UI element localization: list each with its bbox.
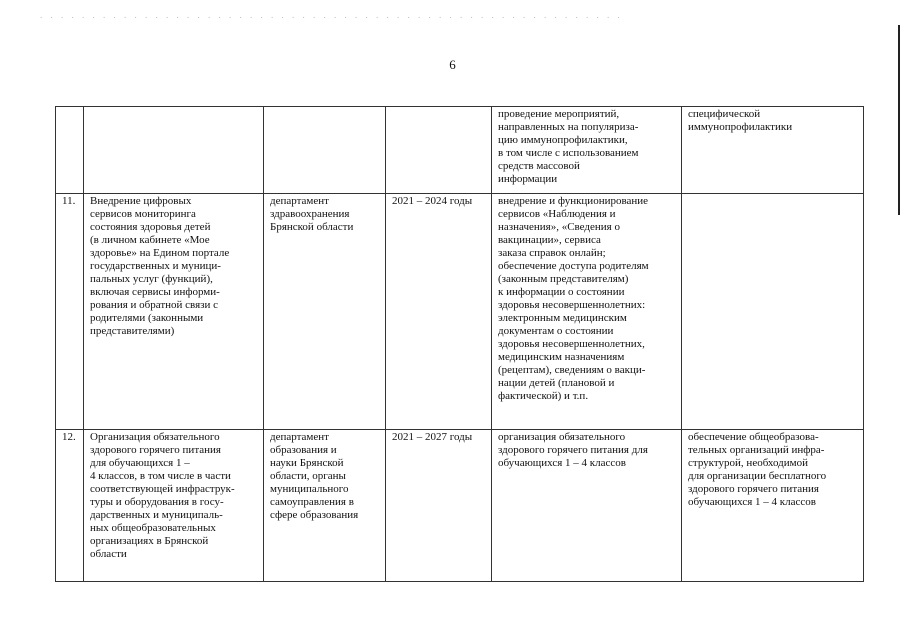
- table-row-12: [56, 430, 864, 582]
- measure-title: [84, 107, 264, 194]
- executor-cell: департамент здравоохранения Брянской области: [264, 194, 386, 430]
- scan-edge-line: [898, 25, 900, 215]
- period-cell: 2021 – 2027 годы: [386, 430, 492, 582]
- measures-cell: организация обязательного здорового горячего питания для обучающихся 1 – 4 классов: [492, 430, 682, 582]
- result-cell: специфической иммунопрофилактики: [682, 107, 864, 194]
- table-row-continuation: [56, 107, 864, 194]
- executor-cell: [264, 107, 386, 194]
- page-number: 6: [449, 57, 456, 72]
- row-number: 11.: [56, 194, 84, 430]
- measure-title: Внедрение цифровых сервисов мониторинга состояния здоровья детей (в личном кабинете «Мое здоровье» на Едином портале государственных и муници- пальных услуг (функций), включая сервисы информи- рования и обратной связи с родителями (законными представителями): [84, 194, 264, 430]
- period-cell: [386, 107, 492, 194]
- row-number: 12.: [56, 430, 84, 582]
- period-cell: 2021 – 2024 годы: [386, 194, 492, 430]
- executor-cell: департамент образования и науки Брянской области, органы муниципального самоуправления в сфере образования: [264, 430, 386, 582]
- measure-title: Организация обязательного здорового горячего питания для обучающихся 1 – 4 классов, в том числе в части соответствующей инфраструк- туры и оборудования в госу- дарственных и муниципаль- ных общеобразовательных организациях в Брянской области: [84, 430, 264, 582]
- result-cell: [682, 194, 864, 430]
- row-number: [56, 107, 84, 194]
- table-row-11: [56, 194, 864, 430]
- top-edge-dots: . . . . . . . . . . . . . . . . . . . . . . . . . . . . . . . . . . . . . . . . . . . . . . . . . . . . . . . .: [40, 10, 623, 20]
- measures-cell: внедрение и функционирование сервисов «Наблюдения и назначения», «Сведения о вакцинации», сервиса заказа справок онлайн; обеспечение доступа родителям (законным представителям) к информации о состоянии здоровья несовершеннолетних: электронным медицинским документам о состоянии здоровья несовершеннолетних, медицинским назначениям (рецептам), сведениям о вакци- нации детей (плановой и фактической) и т.п.: [492, 194, 682, 430]
- measures-cell: проведение мероприятий, направленных на популяриза- цию иммунопрофилактики, в том числе с использованием средств массовой информации: [492, 107, 682, 194]
- measures-table: [55, 106, 864, 582]
- result-cell: обеспечение общеобразова- тельных организаций инфра- структурой, необходимой для организации бесплатного здорового горячего питания обучающихся 1 – 4 классов: [682, 430, 864, 582]
